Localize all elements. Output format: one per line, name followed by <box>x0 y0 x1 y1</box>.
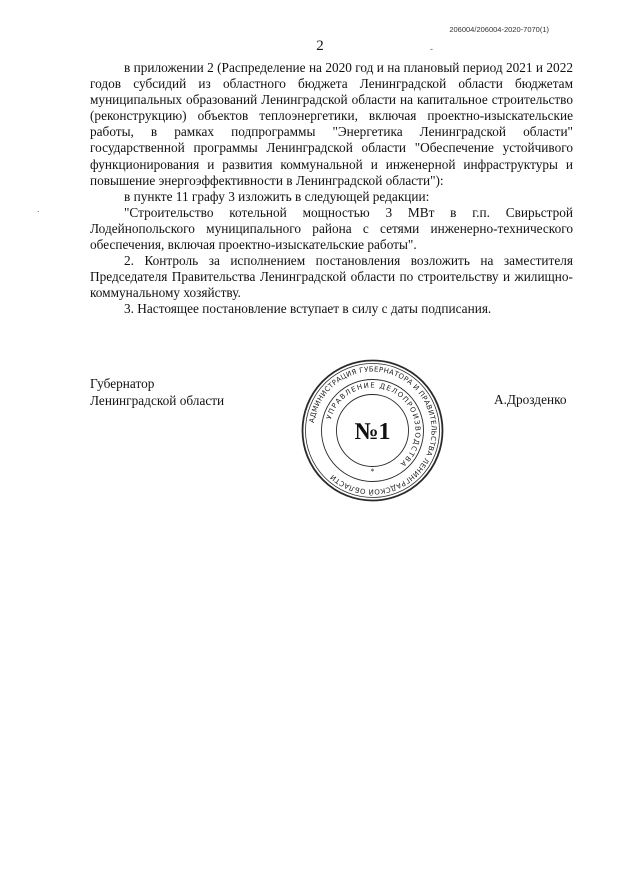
paragraph-item-11: в пункте 11 графу 3 изложить в следующей редакции: <box>124 188 430 204</box>
signatory-title-line: Ленинградской области <box>90 393 225 408</box>
paragraph-appendix: в приложении 2 (Распределение на 2020 год и на плановый период 2021 и 2022 годов субсидий из областного бюджета Ленинградской области бюджетам муниципальных образований Ленинградской области на капитальное строительство (реконструкцию) объектов теплоэнергетики, включая проектно-изыскательские работы, в рамках подпрограммы "Энергетика Ленинградской области" государственной программы Ленинградской области "Обеспечение устойчивого функционирования и развития коммунальной и инженерной инфраструктуры и повышение энергоэффективности в Ленинградской области"): <box>90 60 573 188</box>
paragraph-effective: 3. Настоящее постановление вступает в силу с даты подписания. <box>124 301 492 317</box>
page-number: 2 <box>316 38 324 54</box>
scan-mark: - <box>430 44 433 54</box>
seal-inner-text: УПРАВЛЕНИЕ ДЕЛОПРОИЗВОДСТВА <box>325 381 422 469</box>
seal-number: №1 <box>354 419 391 445</box>
document-body <box>90 60 573 318</box>
document-id: 206004/206004-2020-7070(1) <box>449 25 549 34</box>
paragraph-control: 2. Контроль за исполнением постановления возложить на заместителя Председателя Правительства Ленинградской области по строительству и жилищно-коммунальному хозяйству. <box>90 253 573 301</box>
signatory-title <box>90 375 224 409</box>
signatory-name: А.Дрозденко <box>494 392 567 407</box>
scan-mark: . <box>37 204 40 214</box>
seal-outer-text: АДМИНИСТРАЦИЯ ГУБЕРНАТОРА И ПРАВИТЕЛЬСТВА ЛЕНИНГРАДСКОЙ ОБЛАСТИ <box>307 365 438 496</box>
official-seal <box>300 358 445 503</box>
seal-star-icon: * <box>370 467 375 476</box>
signatory-title-line: Губернатор <box>90 376 155 391</box>
paragraph-new-text: "Строительство котельной мощностью 3 МВт в г.п. Свирьстрой Лодейнопольского муниципального района с сетями инженерно-технического обеспечения, включая проектно-изыскательские работы". <box>90 204 573 253</box>
